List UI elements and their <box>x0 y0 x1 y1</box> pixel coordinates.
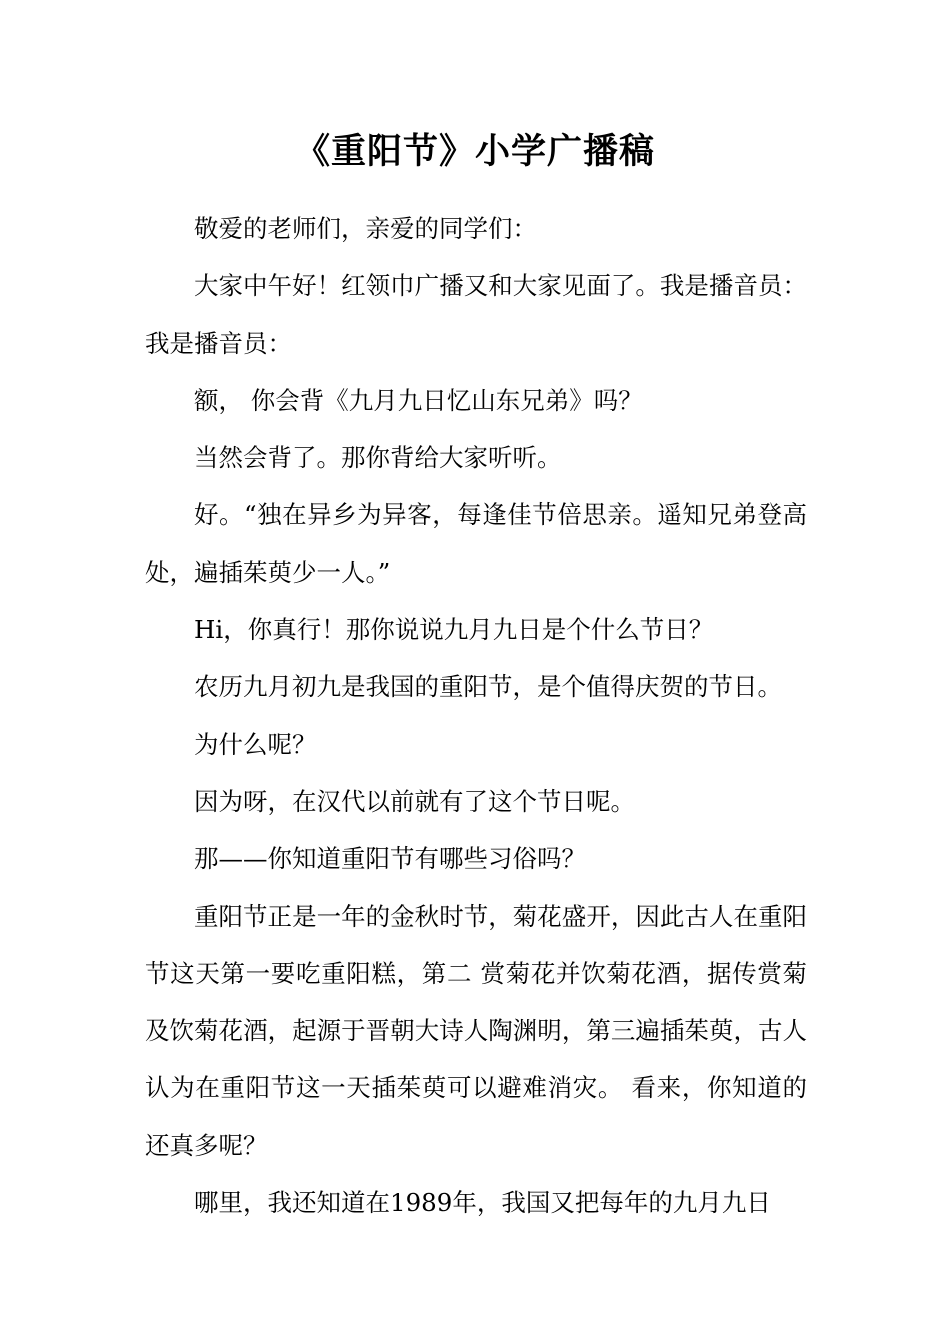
paragraph: 哪里，我还知道在1989年，我国又把每年的九月九日 <box>194 1188 771 1218</box>
paragraph: 重阳节正是一年的金秋时节，菊花盛开，因此古人在重阳节这天第一要吃重阳糕，第二 赏菊花并饮菊花酒，据传赏菊及饮菊花酒，起源于晋朝大诗人陶渊明，第三遍插茱萸，古人认为在重阳节这一天插茱萸可以避难消灾。 看来，你知道的还真多呢？ <box>145 901 807 1160</box>
paragraph: 为什么呢？ <box>194 729 317 759</box>
paragraph: 那——你知道重阳节有哪些习俗吗？ <box>194 844 586 874</box>
paragraph: 好。“独在异乡为异客，每逢佳节倍思亲。遥知兄弟登高处，遍插茱萸少一人。” <box>145 500 807 587</box>
paragraph: 当然会背了。那你背给大家听听。 <box>194 443 562 473</box>
document-body <box>145 200 807 1231</box>
paragraph: 因为呀，在汉代以前就有了这个节日呢。 <box>194 786 635 816</box>
paragraph: 大家中午好！红领巾广播又和大家见面了。我是播音员： 我是播音员： <box>145 271 807 358</box>
paragraph: 农历九月初九是我国的重阳节，是个值得庆贺的节日。 <box>194 672 782 702</box>
document-title: 《重阳节》小学广播稿 <box>294 131 655 172</box>
paragraph: 敬爱的老师们，亲爱的同学们： <box>194 214 537 243</box>
paragraph: Hi，你真行！那你说说九月九日是个什么节日？ <box>194 615 714 645</box>
paragraph: 额， 你会背《九月九日忆山东兄弟》吗？ <box>194 385 643 415</box>
